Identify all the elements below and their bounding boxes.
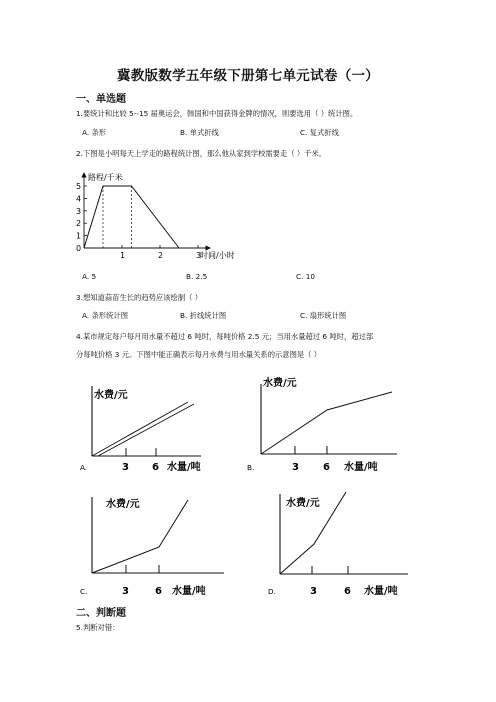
q1-option-a[interactable]: A. 条形 — [82, 128, 107, 137]
q4-c-line — [92, 500, 188, 573]
q4-c-x-label: 水量/吨 — [172, 586, 206, 597]
q4-b-option-label: B. — [247, 463, 255, 472]
q2-option-a[interactable]: A. 5 — [82, 272, 97, 281]
q2-option-c[interactable]: C. 10 — [296, 272, 316, 281]
q4-chart-b[interactable] — [247, 370, 412, 478]
q3-option-b[interactable]: B. 折线统计图 — [180, 311, 227, 320]
q4-d-tick-6: 6 — [344, 586, 351, 597]
q2-x-axis-label: 时间/小时 — [200, 251, 235, 260]
q4-a-y-label: 水费/元 — [94, 390, 128, 401]
q4-c-tick-3: 3 — [122, 586, 129, 597]
q2-y-tick-label: 5 — [76, 182, 82, 191]
question-4-text-line-1: 4.某市规定每户每月用水量不超过 6 吨时，每吨价格 2.5 元；当用水量超过 6 吨时，超过部 — [76, 332, 374, 341]
q4-d-option-label: D. — [268, 587, 276, 596]
q2-y-tick-label: 2 — [76, 219, 82, 229]
question-1-text: 1.要统计和比较 5--15 届奥运会，韩国和中国获得金牌的情况，则要选用（ ）统计图。 — [76, 109, 358, 118]
question-5-text: 5.判断对错： — [76, 623, 120, 632]
q4-a-tick-3: 3 — [122, 462, 129, 473]
q4-chart-d[interactable] — [266, 480, 426, 600]
q4-b-y-label: 水费/元 — [263, 378, 297, 389]
q4-chart-c[interactable] — [76, 485, 236, 600]
q2-option-b[interactable]: B. 2.5 — [186, 272, 208, 281]
q1-option-c[interactable]: C. 复式折线 — [300, 128, 339, 137]
q3-option-c[interactable]: C. 扇形统计图 — [300, 311, 347, 320]
q4-a-line-2 — [98, 404, 194, 456]
page-title: 冀教版数学五年级下册第七单元试卷（一） — [116, 68, 380, 84]
q4-chart-a[interactable] — [76, 378, 226, 478]
question-4-text-line-2: 分每吨价格 3 元。下图中能正确表示每月水费与用水量关系的示意图是（ ） — [76, 350, 322, 359]
section-heading-true-false: 二、判断题 — [76, 608, 126, 619]
q2-distance-time-chart — [70, 168, 260, 266]
q4-d-x-label: 水量/吨 — [364, 586, 398, 597]
q4-d-tick-3: 3 — [310, 586, 317, 597]
q2-x-tick-label: 1 — [120, 251, 126, 260]
q4-a-option-label: A. — [80, 463, 88, 472]
q4-c-tick-6: 6 — [155, 586, 162, 597]
q4-b-tick-6: 6 — [323, 462, 330, 473]
question-3-text: 3.想知道蒜苗生长的趋势应该绘制（ ） — [76, 293, 203, 302]
q4-b-tick-3: 3 — [292, 462, 299, 473]
q4-a-x-label: 水量/吨 — [167, 462, 201, 473]
q4-c-y-label: 水费/元 — [106, 499, 140, 510]
q1-option-b[interactable]: B. 单式折线 — [180, 128, 219, 137]
q2-y-tick-label: 0 — [76, 244, 82, 253]
q2-y-tick-label: 4 — [76, 194, 82, 204]
q4-a-line — [92, 402, 188, 456]
q2-x-tick-label: 3 — [196, 251, 202, 260]
q4-a-tick-6: 6 — [152, 462, 159, 473]
q2-y-tick-label: 3 — [76, 206, 82, 216]
section-heading-single-choice: 一、单选题 — [76, 94, 126, 105]
q2-y-axis-label: 路程/千米 — [88, 173, 123, 182]
q4-d-y-label: 水费/元 — [286, 498, 320, 509]
q2-y-tick-label: 1 — [76, 231, 82, 241]
q4-b-line — [261, 392, 392, 454]
q4-c-option-label: C. — [80, 587, 88, 596]
q2-x-tick-label: 2 — [158, 251, 164, 260]
q4-b-x-label: 水量/吨 — [344, 462, 378, 473]
question-2-text: 2.下图是小明每天上学走的路程统计图，那么他从家到学校需要走（ ）千米。 — [76, 149, 327, 158]
q3-option-a[interactable]: A. 条形统计图 — [82, 311, 128, 320]
